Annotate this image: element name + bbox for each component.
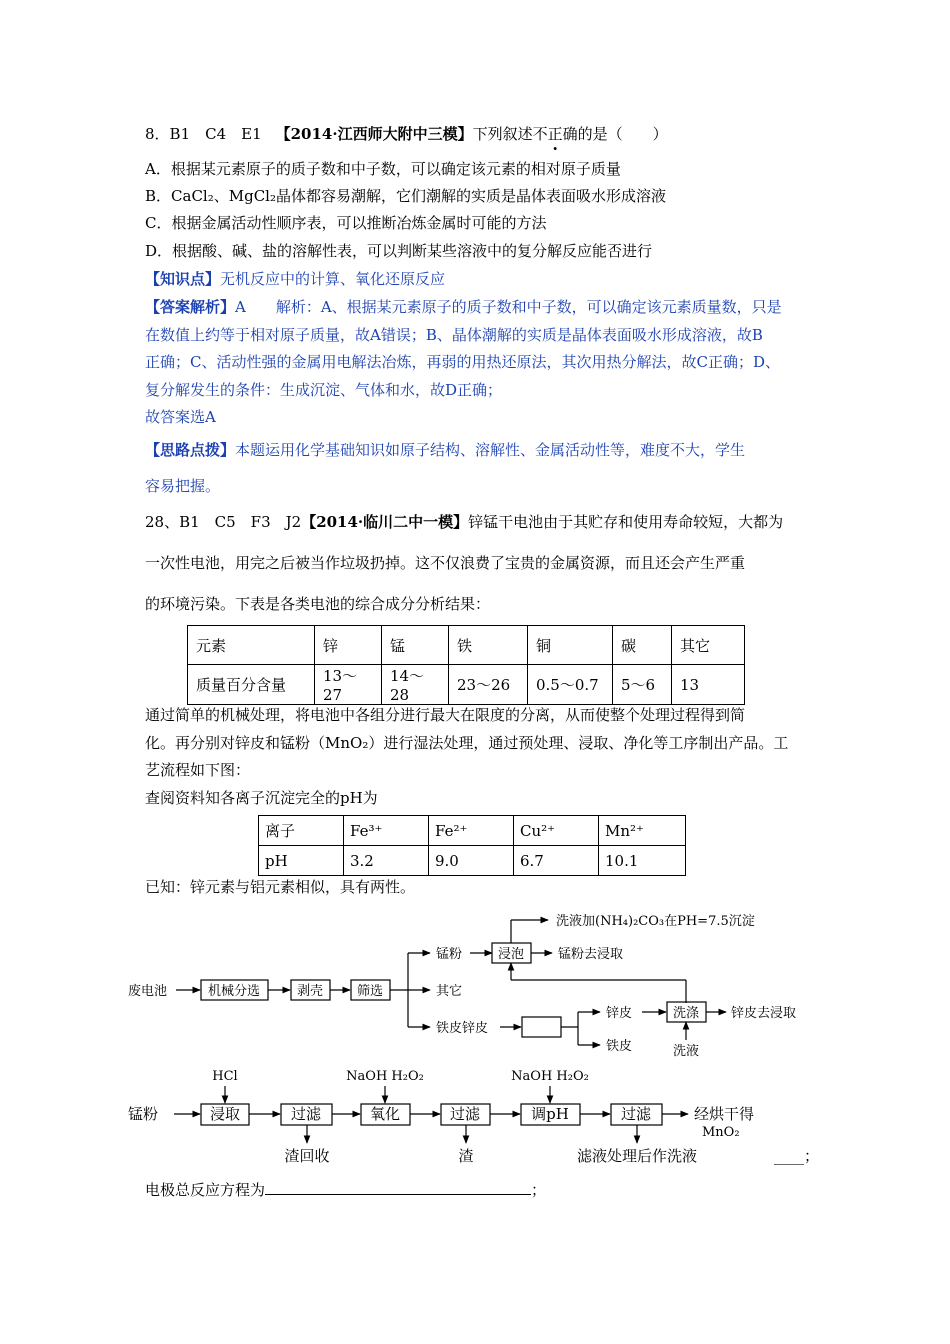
q8-answer-line-3: 正确；C、活动性强的金属用电解法冶炼，再弱的用热还原法，其次用热分解法，故C正确；D、 (145, 353, 780, 371)
flow1-wash-box: 洗涤 (672, 1006, 700, 1021)
table-cell: 5～6 (613, 665, 672, 705)
q28-para-4: 查阅资料知各离子沉淀完全的pH为 (145, 789, 378, 807)
q28-para-3: 艺流程如下图： (145, 761, 251, 779)
flow1-branch-3: 铁皮锌皮 (436, 1021, 489, 1036)
q28-intro-3: 的环境污染。下表是各类电池的综合成分分析结果： (145, 595, 491, 613)
flow1-start: 废电池 (128, 984, 168, 999)
table-cell: 6.7 (514, 846, 599, 876)
table-cell: pH (259, 846, 344, 876)
flow1-mn-result: 锰粉去浸取 (558, 947, 624, 962)
table-cell: 质量百分含量 (188, 665, 315, 705)
q8-answer-line-2: 在数值上约等于相对原子质量，故A错误；B、晶体潮解的实质是晶体表面吸水形成溶液，故B (145, 326, 763, 344)
flow2-end-line-1: 经烘干得 (694, 1105, 755, 1123)
flow2-box-4: 过滤 (449, 1105, 481, 1123)
q8-stem-post: 的是（ ） (577, 125, 668, 143)
table-cell: 碳 (613, 626, 672, 665)
flow1-branch-1: 锰粉 (436, 947, 463, 962)
flow2-input-2: NaOH H₂O₂ (346, 1069, 424, 1084)
knowledge-text: 无机反应中的计算、氧化还原反应 (220, 270, 446, 288)
flow1-box-3: 筛选 (356, 984, 384, 999)
flow1-wash-liquid-result: 洗液加(NH₄)₂CO₃在PH=7.5沉淀 (556, 914, 755, 929)
table-cell: Mn²⁺ (599, 816, 686, 846)
tips-label: 【思路点拨】 (145, 441, 236, 459)
flow2-box-2: 过滤 (290, 1105, 322, 1123)
table-cell: 铁 (449, 626, 528, 665)
flow1-fe: 铁皮 (606, 1039, 633, 1054)
table-cell: 23～26 (449, 665, 528, 705)
table-cell: 锰 (382, 626, 449, 665)
electrode-blank[interactable] (265, 1179, 531, 1195)
table-cell: 0.5～0.7 (528, 665, 613, 705)
table-cell: 10.1 (599, 846, 686, 876)
q8-option-a: A．根据某元素原子的质子数和中子数，可以确定该元素的相对原子质量 (145, 160, 621, 178)
flow2-input-3: NaOH H₂O₂ (511, 1069, 589, 1084)
q8-stem-emph: 不正确 (532, 125, 578, 143)
electrode-label: 电极总反应方程为 (145, 1181, 266, 1199)
flow2-box-3: 氧化 (369, 1105, 401, 1123)
flow1-zn: 锌皮 (606, 1006, 633, 1021)
flow2-box-5: 调pH (531, 1105, 569, 1123)
flow2-output-1: 渣回收 (284, 1147, 330, 1165)
flow2-end-line-2: MnO₂ (702, 1125, 740, 1140)
q28-para-1: 通过简单的机械处理，将电池中各组分进行最大在限度的分离，从而使整个处理过程得到简 (145, 706, 746, 724)
q8-answer-line-5: 故答案选A (145, 408, 216, 426)
table-cell: 13～27 (315, 665, 382, 705)
table-cell: 其它 (672, 626, 745, 665)
knowledge-label: 【知识点】 (145, 270, 221, 288)
table-cell: Fe²⁺ (429, 816, 514, 846)
q8-option-c: C．根据金属活动性顺序表，可以推断冶炼金属时可能的方法 (145, 214, 547, 232)
table-cell: 14～28 (382, 665, 449, 705)
q28-source: 【2014·临川二中一模】 (301, 513, 469, 531)
flow1-box-1: 机械分选 (207, 984, 261, 999)
flow2-output-2: 渣 (458, 1147, 474, 1165)
flow2-box-6: 过滤 (620, 1105, 652, 1123)
electrode-question (145, 1179, 546, 1200)
q8-answer-line-4: 复分解发生的条件：生成沉淀、气体和水，故D正确； (145, 381, 503, 399)
flow2-start: 锰粉 (128, 1105, 159, 1123)
flow2-box-1: 浸取 (209, 1105, 241, 1123)
electrode-tail: ； (531, 1181, 547, 1199)
flow1-wash-input: 洗液 (672, 1044, 700, 1059)
table-cell: 9.0 (429, 846, 514, 876)
flow2-input-1: HCl (212, 1069, 238, 1084)
q8-stem-pre: 下列叙述 (472, 125, 533, 143)
table-cell: 13 (672, 665, 745, 705)
table-cell: Cu²⁺ (514, 816, 599, 846)
q28-known: 已知：锌元素与铝元素相似，具有两性。 (145, 878, 416, 896)
q8-tags: 8．B1 C4 E1 (145, 125, 262, 143)
q8-tips-line-2: 容易把握。 (145, 477, 221, 495)
q28-para-2: 化。再分别对锌皮和锰粉（MnO₂）进行湿法处理，通过预处理、浸取、净化等工序制出产品。工 (145, 734, 789, 752)
flow1-branch-2: 其它 (436, 984, 463, 999)
flow1-zn-result: 锌皮去浸取 (731, 1006, 797, 1021)
q28-tags: 28、B1 C5 F3 J2 (145, 513, 302, 531)
tips-text-1: 本题运用化学基础知识如原子结构、溶解性、金属活动性等，难度不大，学生 (235, 441, 746, 459)
table-cell: 3.2 (344, 846, 429, 876)
table-cell: 锌 (315, 626, 382, 665)
q8-source: 【2014·江西师大附中三模】 (275, 125, 473, 143)
answer-blank-tail: ____； (774, 1147, 820, 1165)
q28-intro-1: 锌锰干电池由于其贮存和使用寿命较短，大都为 (468, 513, 784, 531)
q8-option-b: B．CaCl₂、MgCl₂晶体都容易潮解，它们潮解的实质是晶体表面吸水形成溶液 (145, 187, 666, 205)
q8-option-d: D．根据酸、碱、盐的溶解性表，可以判断某些溶液中的复分解反应能否进行 (145, 242, 653, 260)
table-cell: 离子 (259, 816, 344, 846)
flow1-soak-box: 浸泡 (497, 947, 525, 962)
table-cell: Fe³⁺ (344, 816, 429, 846)
answer-text-1: A 解析：A、根据某元素原子的质子数和中子数，可以确定该元素质量数，只是 (235, 298, 782, 316)
flow2-output-3: 滤液处理后作洗液 (576, 1147, 698, 1165)
table-cell: 元素 (188, 626, 315, 665)
flow1-box-2: 剥壳 (296, 984, 324, 999)
q28-intro-2: 一次性电池，用完之后被当作垃圾扔掉。这不仅浪费了宝贵的金属资源，而且还会产生严重 (145, 554, 746, 572)
table-cell: 铜 (528, 626, 613, 665)
answer-label: 【答案解析】 (145, 298, 236, 316)
